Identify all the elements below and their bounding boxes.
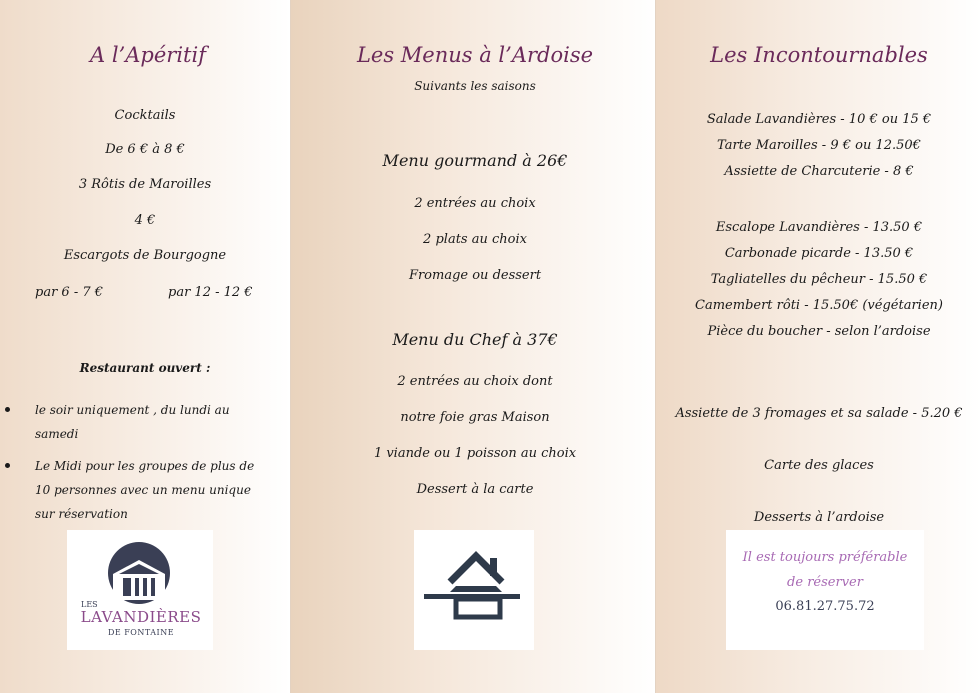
dish-item: Tagliatelles du pêcheur - 15.50 € [710, 272, 928, 287]
opening-text: le soir uniquement , du lundi au [35, 403, 230, 417]
logo-sub: DE FONTAINE [107, 628, 175, 637]
aperitif-item: Cocktails [114, 108, 176, 123]
dish-item: Escalope Lavandières - 13.50 € [715, 220, 923, 235]
bullet-dot [5, 463, 10, 468]
aperitif-title: A l’Apéritif [90, 43, 206, 67]
aperitif-item: De 6 € à 8 € [105, 142, 185, 157]
menu-item: 2 entrées au choix [414, 196, 536, 211]
aperitif-item: 4 € [134, 213, 156, 228]
cheese-item: Assiette de 3 fromages et sa salade - 5.20 € [675, 406, 963, 421]
opening-text: sur réservation [35, 507, 128, 521]
desserts-item: Desserts à l’ardoise [753, 510, 885, 525]
house-icon [414, 530, 534, 650]
menus-title: Les Menus à l’Ardoise [356, 43, 594, 67]
dish-item: Tarte Maroilles - 9 € ou 12.50€ [717, 138, 921, 153]
house-logo [414, 530, 534, 650]
aperitif-item: Escargots de Bourgogne [63, 248, 227, 263]
aperitif-column [0, 0, 290, 693]
opening-text: 10 personnes avec un menu unique [35, 483, 251, 497]
aperitif-item: 3 Rôtis de Maroilles [78, 177, 212, 192]
menu-item: 2 entrées au choix dont [397, 374, 553, 389]
menu-chef-title: Menu du Chef à 37€ [392, 330, 558, 349]
menu-gourmand-title: Menu gourmand à 26€ [382, 151, 568, 170]
reservation-text: Il est toujours préférable [742, 550, 908, 565]
menu-item: Fromage ou dessert [408, 268, 542, 283]
price-left: par 6 - 7 € [35, 285, 104, 300]
dish-item: Salade Lavandières - 10 € ou 15 € [706, 112, 932, 127]
phone-number[interactable]: 06.81.27.75.72 [775, 599, 875, 614]
logo-les: LES [81, 600, 98, 609]
opening-title: Restaurant ouvert : [79, 361, 211, 375]
dish-item: Carbonade picarde - 13.50 € [724, 246, 914, 261]
restaurant-logo [67, 530, 213, 650]
incontournables-title: Les Incontournables [710, 43, 928, 67]
price-right: par 12 - 12 € [168, 285, 253, 300]
bullet-dot [5, 407, 10, 412]
reservation-text: de réserver [787, 575, 863, 590]
dish-item: Pièce du boucher - selon l’ardoise [707, 324, 931, 339]
incontournables-column [655, 0, 980, 693]
dish-item: Camembert rôti - 15.50€ (végétarien) [695, 298, 943, 313]
menu-item: notre foie gras Maison [400, 410, 550, 425]
dish-item: Assiette de Charcuterie - 8 € [724, 164, 914, 179]
menu-item: Dessert à la carte [416, 482, 534, 497]
reservation-box [726, 530, 924, 650]
menus-column [290, 0, 656, 693]
menus-subtitle: Suivants les saisons [414, 79, 536, 93]
menu-item: 1 viande ou 1 poisson au choix [373, 446, 577, 461]
opening-text: Le Midi pour les groupes de plus de [35, 459, 255, 473]
opening-text: samedi [35, 427, 79, 441]
logo-name: LAVANDIÈRES [80, 608, 202, 626]
menu-item: 2 plats au choix [423, 232, 527, 247]
ice-cream-item: Carte des glaces [764, 458, 874, 473]
